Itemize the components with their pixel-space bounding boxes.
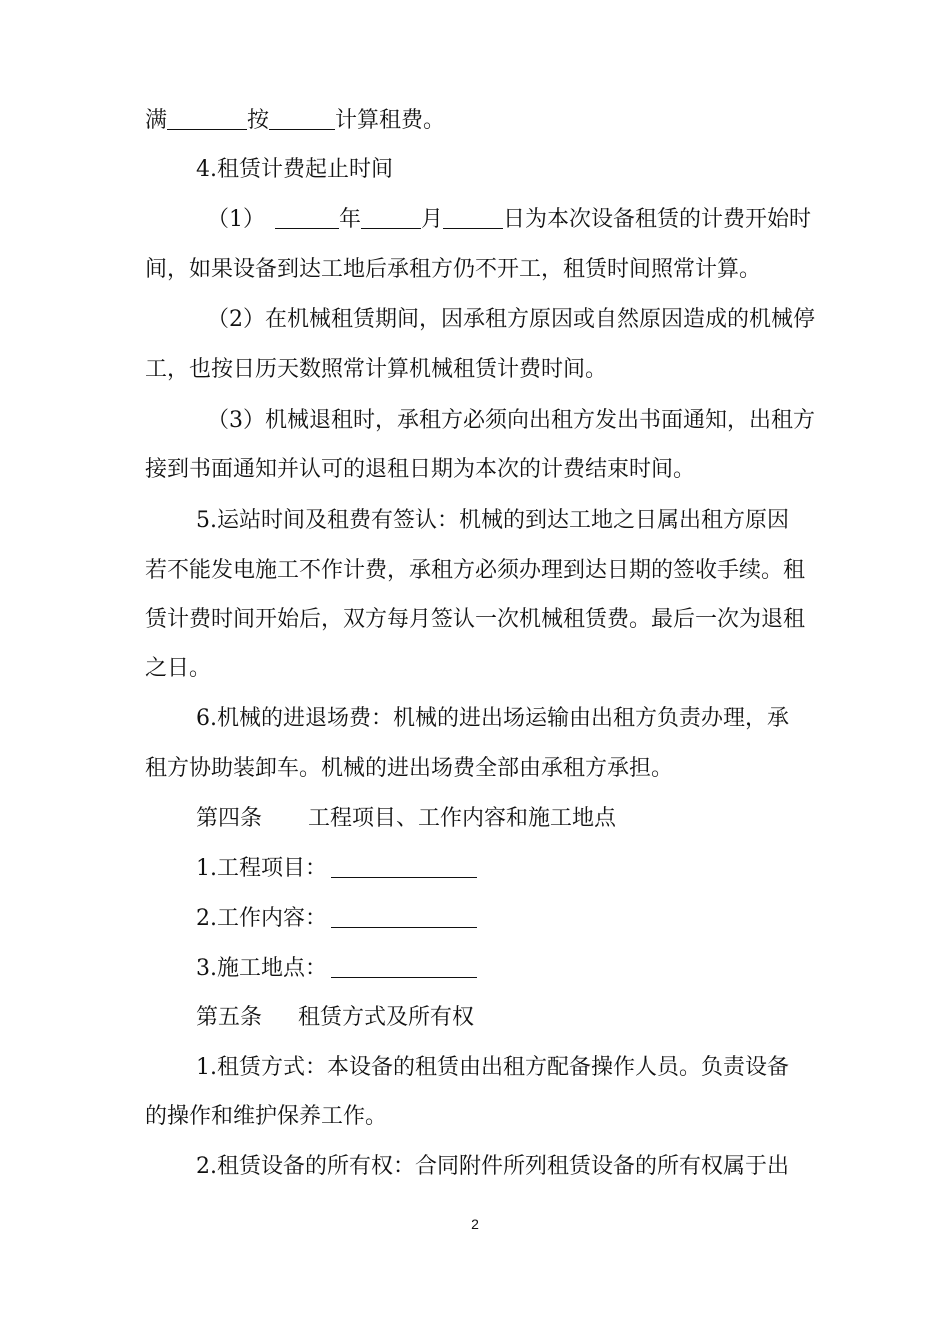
site-location-input[interactable]	[331, 955, 477, 978]
fill-blank-year[interactable]	[275, 206, 339, 229]
text: 按	[247, 108, 270, 133]
text: 月	[421, 207, 444, 232]
field-label: 1.工程项目：	[196, 856, 327, 881]
paragraph-line	[0, 106, 950, 136]
paragraph-line: 的操作和维护保养工作。	[145, 1104, 388, 1129]
form-field	[0, 904, 950, 934]
field-label: 2.工作内容：	[196, 906, 327, 931]
article-number: 第五条	[196, 1005, 263, 1030]
work-content-input[interactable]	[331, 905, 477, 928]
paragraph-line: 2.租赁设备的所有权：合同附件所列租赁设备的所有权属于出	[196, 1154, 789, 1179]
text: 年	[339, 207, 362, 232]
paragraph-line: 间，如果设备到达工地后承租方仍不开工，租赁时间照常计算。	[145, 257, 762, 282]
article-title: 工程项目、工作内容和施工地点	[308, 806, 617, 831]
article-heading	[0, 1003, 950, 1033]
paragraph-line: 6.机械的进退场费：机械的进出场运输由出租方负责办理，承	[196, 706, 789, 731]
paragraph-line: 工，也按日历天数照常计算机械租赁计费时间。	[145, 357, 608, 382]
form-field	[0, 854, 950, 884]
paragraph-line: 接到书面通知并认可的退租日期为本次的计费结束时间。	[145, 457, 696, 482]
section-heading: 4.租赁计费起止时间	[196, 157, 393, 182]
paragraph-line	[0, 205, 950, 235]
fill-blank-month[interactable]	[361, 206, 421, 229]
paragraph-line: 租方协助装卸车。机械的进出场费全部由承租方承担。	[145, 756, 674, 781]
fill-blank[interactable]	[167, 107, 247, 130]
paragraph-line: 1.租赁方式：本设备的租赁由出租方配备操作人员。负责设备	[196, 1055, 789, 1080]
paragraph-line: （2）在机械租赁期间，因承租方原因或自然原因造成的机械停	[207, 307, 815, 332]
paragraph-line: 5.运站时间及租费有签认：机械的到达工地之日属出租方原因	[196, 508, 789, 533]
paragraph-line: 之日。	[145, 656, 212, 681]
paragraph-line: （3）机械退租时，承租方必须向出租方发出书面通知，出租方	[207, 408, 815, 433]
article-number: 第四条	[196, 806, 263, 831]
paragraph-line: 若不能发电施工不作计费，承租方必须办理到达日期的签收手续。租	[145, 558, 806, 583]
text: 日为本次设备租赁的计费开始时	[503, 207, 812, 232]
article-title: 租赁方式及所有权	[298, 1005, 475, 1030]
text: （1）	[207, 207, 265, 232]
field-label: 3.施工地点：	[196, 956, 327, 981]
text: 满	[145, 108, 168, 133]
paragraph-line: 赁计费时间开始后，双方每月签认一次机械租赁费。最后一次为退租	[145, 607, 806, 632]
article-heading	[0, 804, 950, 834]
fill-blank[interactable]	[269, 107, 335, 130]
page-number: 2	[471, 1216, 479, 1232]
project-input[interactable]	[331, 855, 477, 878]
fill-blank-day[interactable]	[443, 206, 503, 229]
text: 计算租费。	[335, 108, 446, 133]
form-field	[0, 954, 950, 984]
